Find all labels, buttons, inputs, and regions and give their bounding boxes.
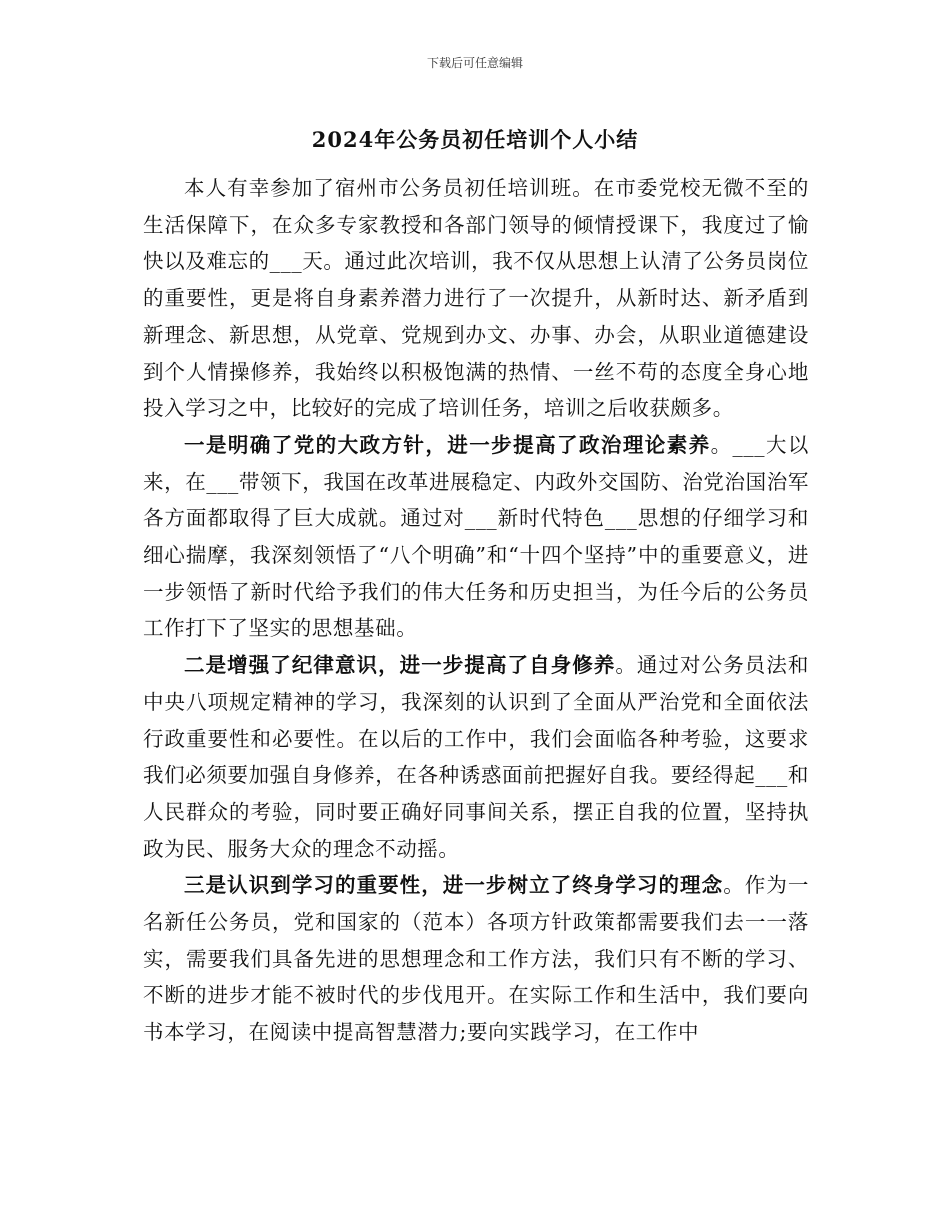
paragraph-text: 。作为一名新任公务员，党和国家的（范本）各项方针政策都需要我们去一一落实，需要我们具备先进的思想理念和工作方法，我们只有不断的学习、不断的进步才能不被时代的步伐甩开。在实际工作和生活中，我们要向书本学习，在阅读中提高智慧潜力;要向实践学习，在工作中 xyxy=(143,873,810,1045)
paragraph-lead: 二是增强了纪律意识，进一步提高了自身修养 xyxy=(184,653,616,678)
document-title: 2024年公务员初任培训个人小结 xyxy=(311,127,639,152)
paragraph-political-theory xyxy=(143,427,809,647)
document-body xyxy=(143,170,809,1051)
paragraph-text: 。___大以来，在___带领下，我国在改革进展稳定、内政外交国防、治党治国治军各方面都取得了巨大成就。通过对___新时代特色___思想的仔细学习和细心揣摩，我深刻领悟了“八个明确”和“十四个坚持”中的重要意义，进一步领悟了新时代给予我们的伟大任务和历史担当，为任今后的公务员工作打下了坚实的思想基础。 xyxy=(143,432,809,641)
paragraph-text: 。通过对公务员法和中央八项规定精神的学习，我深刻的认识到了全面从严治党和全面依法行政重要性和必要性。在以后的工作中，我们会面临各种考验，这要求我们必须要加强自身修养，在各种诱惑面前把握好自我。要经得起___和人民群众的考验，同时要正确好同事间关系，摆正自我的位置，坚持执政为民、服务大众的理念不动摇。 xyxy=(143,653,810,861)
paragraph-intro xyxy=(143,170,809,427)
paragraph-lifelong-learning xyxy=(143,867,809,1051)
paragraph-lead: 三是认识到学习的重要性，进一步树立了终身学习的理念 xyxy=(184,873,724,898)
paragraph-discipline xyxy=(143,647,809,867)
paragraph-lead: 一是明确了党的大政方针，进一步提高了政治理论素养 xyxy=(184,432,711,457)
header-note: 下载后可任意编辑 xyxy=(426,56,523,70)
paragraph-text: 本人有幸参加了宿州市公务员初任培训班。在市委党校无微不至的生活保障下，在众多专家教授和各部门领导的倾情授课下，我度过了愉快以及难忘的___天。通过此次培训，我不仅从思想上认清了公务员岗位的重要性，更是将自身素养潜力进行了一次提升，从新时达、新矛盾到新理念、新思想，从党章、党规到办文、办事、办会，从职业道德建设到个人情操修养，我始终以积极饱满的热情、一丝不苟的态度全身心地投入学习之中，比较好的完成了培训任务，培训之后收获颇多。 xyxy=(143,176,809,421)
